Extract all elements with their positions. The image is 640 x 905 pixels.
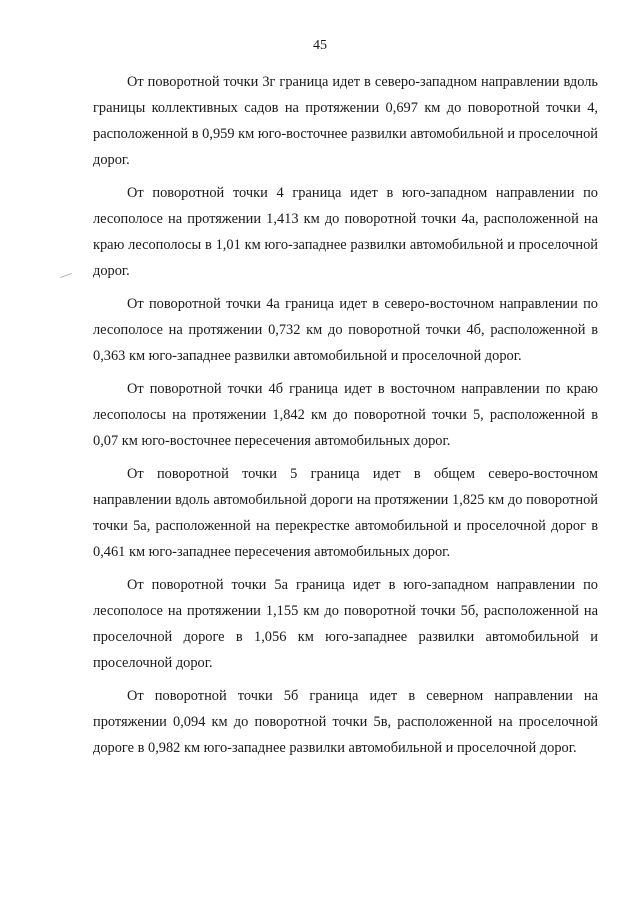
paragraph-4: От поворотной точки 4б граница идет в восточном направлении по краю лесополосы на протяжении 1,842 км до поворотной точки 5, расположенной в 0,07 км юго-восточнее пересечения автомобильных дорог. <box>93 381 598 449</box>
margin-mark <box>60 273 72 278</box>
page-number: 45 <box>313 38 327 53</box>
paragraph-6: От поворотной точки 5а граница идет в юго-западном направлении по лесополосе на протяжении 1,155 км до поворотной точки 5б, расположенной на проселочной дороге в 1,056 км юго-западнее развилки автомобильной и проселочной дорог. <box>93 577 598 671</box>
paragraph-5: От поворотной точки 5 граница идет в общем северо-восточном направлении вдоль автомобильной дороги на протяжении 1,825 км до поворотной точки 5а, расположенной на перекрестке автомобильной и проселочной дорог в 0,461 км юго-западнее пересечения автомобильных дорог. <box>93 466 598 560</box>
paragraph-3: От поворотной точки 4а граница идет в северо-восточном направлении по лесополосе на протяжении 0,732 км до поворотной точки 4б, расположенной в 0,363 км юго-западнее развилки автомобильной и проселочной дорог. <box>93 296 598 364</box>
paragraph-2: От поворотной точки 4 граница идет в юго-западном направлении по лесополосе на протяжении 1,413 км до поворотной точки 4а, расположенной на краю лесополосы в 1,01 км юго-западнее развилки автомобильной и проселочной дорог. <box>93 185 598 279</box>
document-body <box>93 69 598 768</box>
paragraph-1: От поворотной точки 3г граница идет в северо-западном направлении вдоль границы коллективных садов на протяжении 0,697 км до поворотной точки 4, расположенной в 0,959 км юго-восточнее развилки автомобильной и проселочной дорог. <box>93 74 598 168</box>
paragraph-7: От поворотной точки 5б граница идет в северном направлении на протяжении 0,094 км до поворотной точки 5в, расположенной на проселочной дороге в 0,982 км юго-западнее развилки автомобильной и проселочной дорог. <box>93 688 598 756</box>
